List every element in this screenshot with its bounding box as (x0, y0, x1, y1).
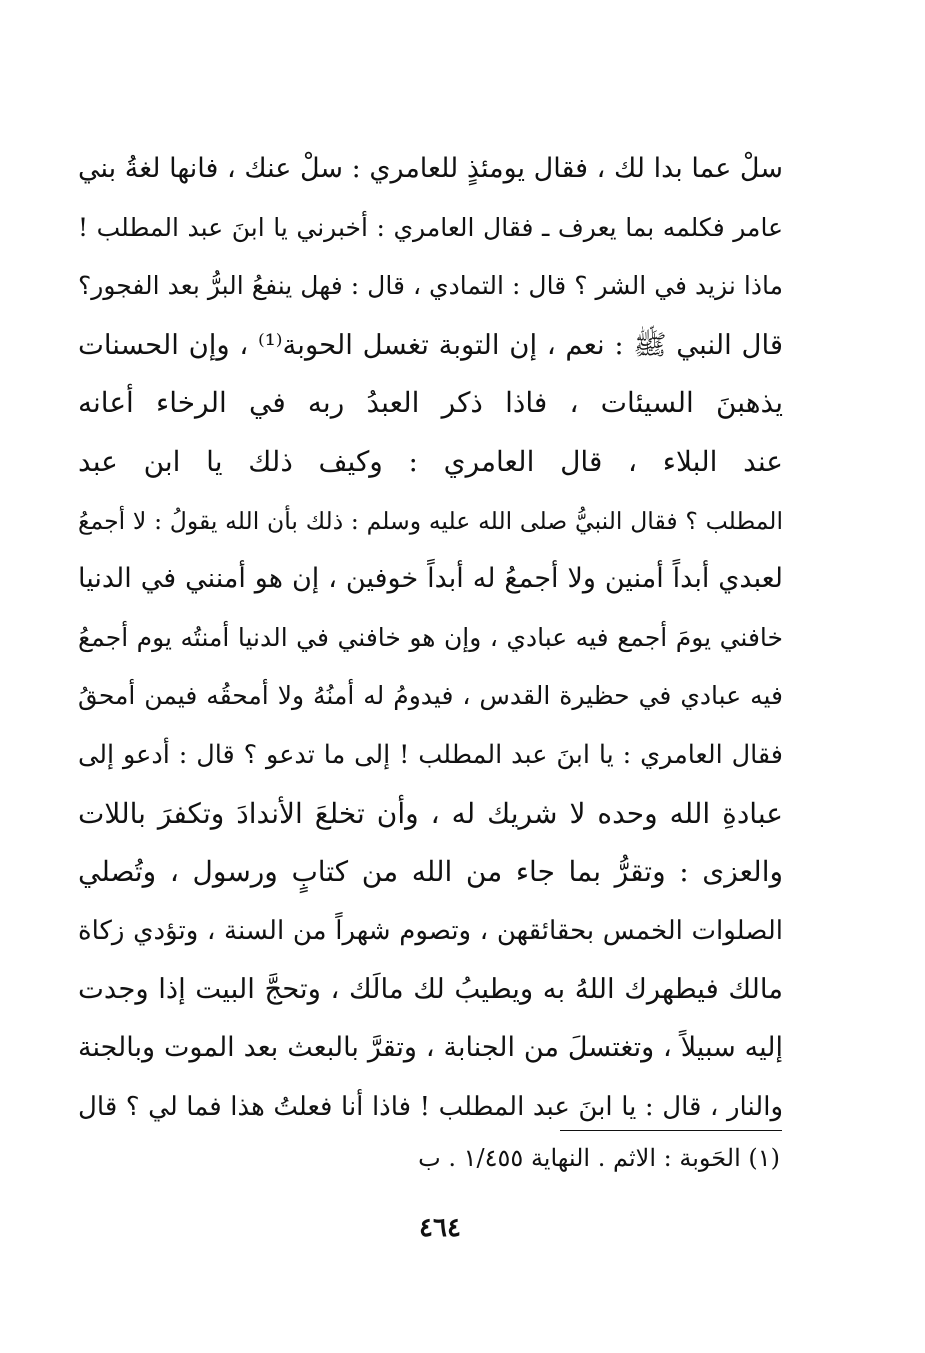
footnote: (١) الحَوبة : الاثم . النهاية ١/٤٥٥ . ب (418, 1144, 780, 1172)
text-line: عند البلاء ، قال العامري : وكيف ذلك يا ابن عبد (78, 444, 783, 478)
text-line: سلْ عما بدا لك ، فقال يومئذٍ للعامري : سلْ عنك ، فانها لغةُ بني (78, 153, 783, 184)
text-line: عامر فكلمه بما يعرف ـ فقال العامري : أخبرني يا ابنَ عبد المطلب ! (78, 212, 783, 242)
text-line: خافني يومَ أجمع فيه عبادي ، وإن هو خافني في الدنيا أمنتُه يوم أجمعُ (78, 622, 783, 652)
text-line: والنار ، قال : يا ابنَ عبد المطلب ! فاذا أنا فعلتُ هذا فما لي ؟ قال (78, 1091, 783, 1122)
text-line: عبادةِ الله وحده لا شريك له ، وأن تخلعَ الأندادَ وتكفرَ باللات (78, 796, 783, 830)
text-line: المطلب ؟ فقال النبيُّ صلى الله عليه وسلم : ذلك بأن الله يقولُ : لا أجمعُ (78, 506, 783, 535)
text-line: قال النبي ﷺ : نعم ، إن التوبة تغسل الحوبة⁽¹⁾ ، وإن الحسنات (78, 328, 783, 361)
text-line: ماذا نزيد في الشر ؟ قال : التمادي ، قال : فهل ينفعُ البرُّ بعد الفجور؟ (78, 271, 783, 301)
text-line: يذهبنَ السيئات ، فاذا ذكر العبدُ ربه في الرخاء أعانه (78, 386, 783, 420)
text-line: الصلوات الخمس بحقائقهن ، وتصوم شهراً من السنة ، وتؤدي زكاة (78, 915, 783, 946)
text-line: فقال العامري : يا ابنَ عبد المطلب ! إلى ما تدعو ؟ قال : أدعو إلى (78, 739, 783, 770)
text-line: إليه سبيلاً ، وتغتسلَ من الجنابة ، وتقرَّ بالبعث بعد الموت وبالجنة (78, 1031, 783, 1063)
text-line: والعزى : وتقرُّ بما جاء من الله من كتابٍ ورسول ، وتُصلي (78, 855, 783, 889)
footnote-divider (560, 1130, 782, 1131)
main-text-block (78, 140, 783, 1136)
text-line: فيه عبادي في حظيرة القدس ، فيدومُ له أمنُهُ ولا أمحقُه فيمن أمحقُ (78, 681, 783, 711)
text-line: مالك فيطهرك اللهُ به ويطيبُ لك مالَك ، وتحجَّ البيت إذا وجدت (78, 973, 783, 1006)
text-line: لعبدي أبداً أمنين ولا أجمعُ له أبداً خوفين ، إن هو أمنني في الدنيا (78, 563, 783, 595)
page-number: ٤٦٤ (419, 1213, 461, 1243)
